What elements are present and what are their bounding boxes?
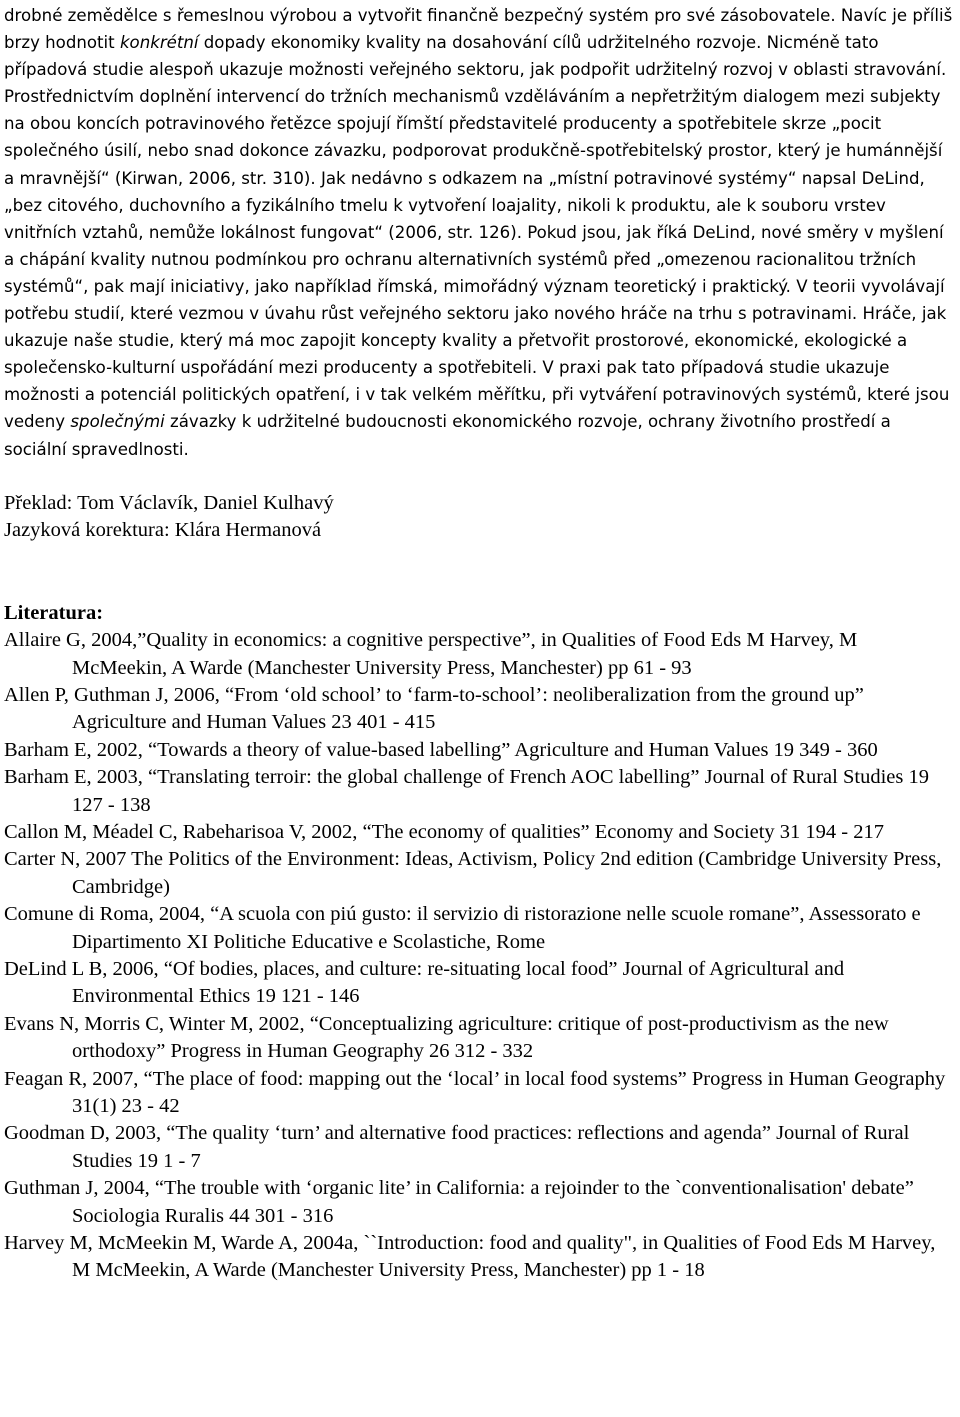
reference-item: Carter N, 2007 The Politics of the Environment: Ideas, Activism, Policy 2nd edition (Cambridge University Press, Cambridge) [4, 848, 942, 898]
reference-item: Comune di Roma, 2004, “A scuola con piú gusto: il servizio di ristorazione nelle scuole romane”, Assessorato e Dipartimento XI Politiche Educative e Scolastiche, Rome [4, 903, 921, 953]
paragraph-text: drobné zemědělce s řemeslnou výrobou a vytvořit finančně bezpečný systém pro své zásobovatele. Navíc je příliš brzy hodnotit [4, 6, 953, 53]
proofreading-credit: Jazyková korektura: Klára Hermanová [4, 519, 322, 542]
document-page [4, 2, 956, 1285]
reference-item: Allaire G, 2004,”Quality in economics: a cognitive perspective”, in Qualities of Food Eds M Harvey, M McMeekin, A Warde (Manchester University Press, Manchester) pp 61 - 93 [4, 629, 858, 679]
literature-heading: Literatura: [4, 601, 104, 624]
paragraph-emphasis: společnými [70, 412, 165, 432]
reference-item: Goodman D, 2003, “The quality ‘turn’ and alternative food practices: reflections and agenda” Journal of Rural Studies 19 1 - 7 [4, 1122, 910, 1172]
reference-list [4, 627, 956, 1285]
reference-item: Evans N, Morris C, Winter M, 2002, “Conceptualizing agriculture: critique of post-productivism as the new orthodoxy” Progress in Human Geography 26 312 - 332 [4, 1012, 889, 1063]
paragraph-text: dopady ekonomiky kvality na dosahování cílů udržitelného rozvoje. Nicméně tato případová studie alespoň ukazuje možnosti veřejného sektoru, jak podpořit udržitelný rozvoj v oblasti stravování. Prostřednictvím doplnění intervencí do tržních mechanismů vzděláváním a nepřetržitým dialogem mezi subjekty na obou koncích potravinového řetězce spojují římští představitelé producenty a spotřebitele skrze „pocit společného úsilí, nebo snad dokonce závazku, podporovat produkčně-spotřebitelský prostor, který je humánnější a mravnější“ (Kirwan, 2006, str. 310). Jak nedávno s odkazem na „místní potravinové systémy“ napsal DeLind, „bez citového, duchovního a fyzikálního tmelu k vytvoření loajality, nikoli k produktu, ale k souboru vrstev vnitřních vztahů, nemůže lokálnost fungovat“ (2006, str. 126). Pokud jsou, jak říká DeLind, nové směry v myšlení a chápání kvality nutnou podmínkou pro ochranu alternativních systémů před „omezenou racionalitou tržních systémů“, pak mají iniciativy, jako například římská, mimořádný význam teoretický i praktický. V teorii vyvolávají potřebu studií, které vezmou v úvahu růst veřejného sektoru jako nového hráče na trhu s potravinami. Hráče, jak ukazuje naše studie, který má moc zapojit koncepty kvality a přetvořit prostorové, ekonomické, ekologické a společensko-kulturní uspořádání mezi producenty a spotřebiteli. V praxi pak tato případová studie ukazuje možnosti a potenciál politických opatření, i v tak velkém měřítku, při vytváření potravinových systémů, které jsou vedeny [4, 33, 950, 432]
credits-block [4, 490, 956, 545]
reference-item: Barham E, 2003, “Translating terroir: the global challenge of French AOC labelling” Journal of Rural Studies 19 127 - 138 [4, 766, 929, 816]
reference-item: Feagan R, 2007, “The place of food: mapping out the ‘local’ in local food systems” Progress in Human Geography 31(1) 23 - 42 [4, 1067, 946, 1117]
reference-item: Callon M, Méadel C, Rabeharisoa V, 2002, “The economy of qualities” Economy and Society 31 194 - 217 [4, 820, 884, 843]
body-paragraph [4, 2, 956, 463]
reference-item: Guthman J, 2004, “The trouble with ‘organic lite’ in California: a rejoinder to the `conventionalisation' debate” Sociologia Ruralis 44 301 - 316 [4, 1177, 914, 1227]
paragraph-text: závazky k udržitelné budoucnosti ekonomického rozvoje, ochrany životního prostředí a sociální spravedlnosti. [4, 412, 891, 459]
reference-item: Allen P, Guthman J, 2006, “From ‘old school’ to ‘farm-to-school’: neoliberalization from the ground up” Agriculture and Human Values 23 401 - 415 [4, 683, 864, 734]
reference-item: Barham E, 2002, “Towards a theory of value-based labelling” Agriculture and Human Values 19 349 - 360 [4, 738, 878, 761]
translation-credit: Překlad: Tom Václavík, Daniel Kulhavý [4, 491, 334, 514]
reference-item: Harvey M, McMeekin M, Warde A, 2004a, ``Introduction: food and quality", in Qualities of Food Eds M Harvey, M McMeekin, A Warde (Manchester University Press, Manchester) pp 1 - 18 [4, 1232, 936, 1282]
reference-item: DeLind L B, 2006, “Of bodies, places, and culture: re-situating local food” Journal of Agricultural and Environmental Ethics 19 121 - 146 [4, 957, 845, 1008]
paragraph-emphasis: konkrétní [119, 33, 199, 53]
